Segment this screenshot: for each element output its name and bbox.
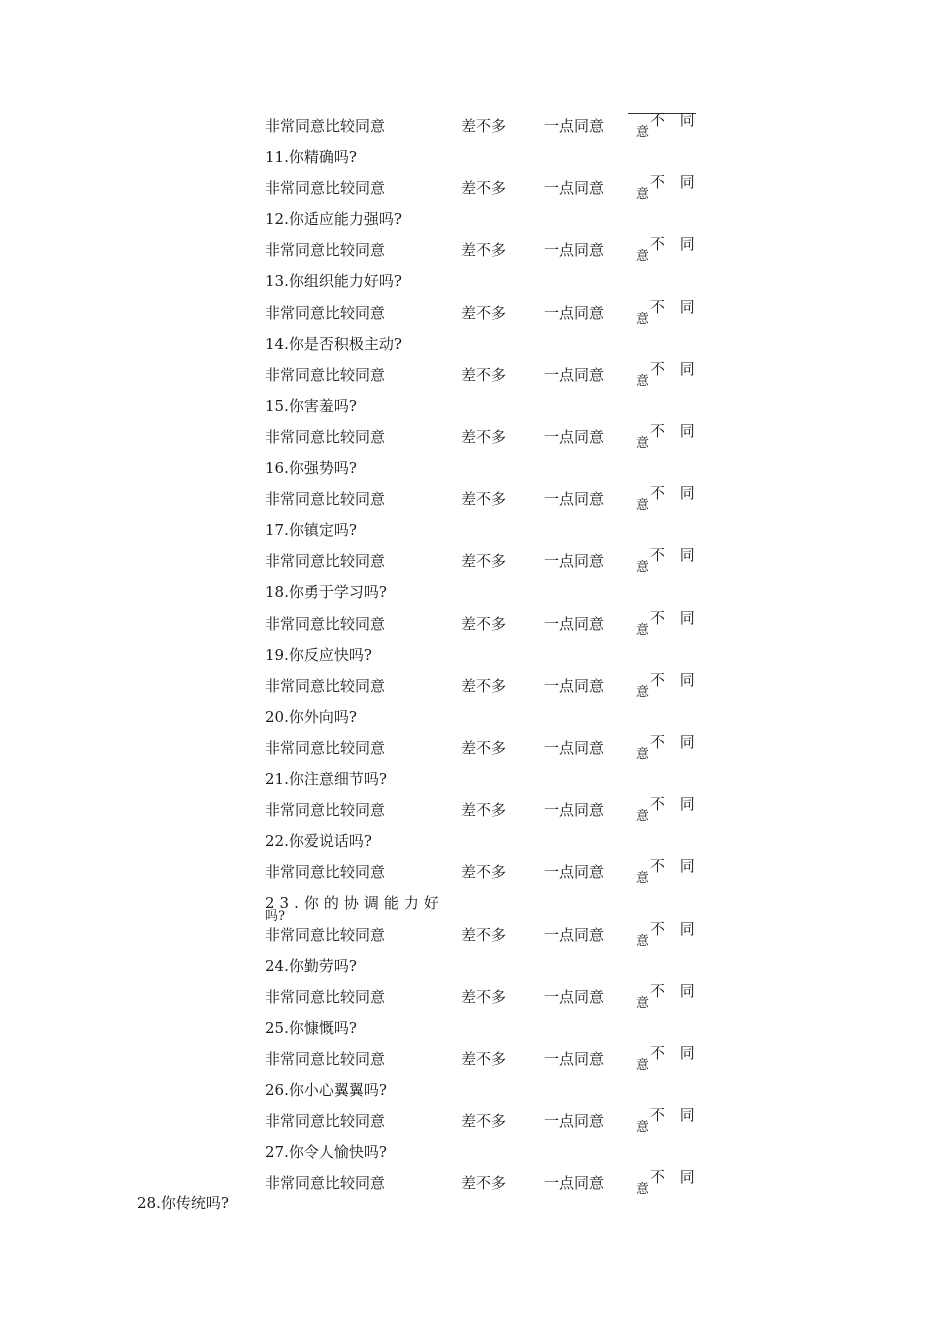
answer-options-row	[0, 173, 950, 202]
answer-options-row	[0, 111, 950, 140]
option-slightly-agree[interactable]: 一点同意	[544, 677, 605, 695]
option-strongly-somewhat-agree[interactable]: 非常同意比较同意	[265, 988, 386, 1006]
answer-options-row	[0, 795, 950, 824]
question-text: 28.你传统吗?	[137, 1194, 229, 1212]
question-text: 12.你适应能力强吗?	[265, 210, 402, 228]
option-disagree[interactable]: 不 同	[650, 173, 700, 191]
option-neutral[interactable]: 差不多	[461, 926, 507, 944]
option-strongly-somewhat-agree[interactable]: 非常同意比较同意	[265, 366, 386, 384]
option-disagree[interactable]: 不 同	[650, 298, 700, 316]
option-disagree[interactable]: 不 同	[650, 1106, 700, 1124]
option-disagree[interactable]: 不 同	[650, 733, 700, 751]
option-slightly-agree[interactable]: 一点同意	[544, 1174, 605, 1192]
question-text: 15.你害羞吗?	[265, 397, 357, 415]
question-text: 18.你勇于学习吗?	[265, 583, 387, 601]
question-item	[0, 146, 950, 168]
option-slightly-agree[interactable]: 一点同意	[544, 117, 605, 135]
option-neutral[interactable]: 差不多	[461, 677, 507, 695]
option-disagree[interactable]: 不 同	[650, 609, 700, 627]
option-strongly-somewhat-agree[interactable]: 非常同意比较同意	[265, 179, 386, 197]
question-text-wrapped-tail: 吗?	[265, 909, 285, 924]
option-disagree-tail[interactable]: 意	[636, 187, 650, 202]
answer-options-row	[0, 298, 950, 327]
option-neutral[interactable]: 差不多	[461, 1174, 507, 1192]
option-disagree-tail[interactable]: 意	[636, 871, 650, 886]
option-strongly-somewhat-agree[interactable]: 非常同意比较同意	[265, 926, 386, 944]
option-disagree-tail[interactable]: 意	[636, 1120, 650, 1135]
option-neutral[interactable]: 差不多	[461, 739, 507, 757]
question-item	[0, 892, 950, 924]
option-strongly-somewhat-agree[interactable]: 非常同意比较同意	[265, 739, 386, 757]
option-strongly-somewhat-agree[interactable]: 非常同意比较同意	[265, 1112, 386, 1130]
answer-options-row	[0, 235, 950, 264]
option-disagree-tail[interactable]: 意	[636, 685, 650, 700]
option-neutral[interactable]: 差不多	[461, 428, 507, 446]
answer-options-row	[0, 484, 950, 513]
option-slightly-agree[interactable]: 一点同意	[544, 1050, 605, 1068]
question-text: 11.你精确吗?	[265, 148, 357, 166]
option-disagree[interactable]: 不 同	[650, 857, 700, 875]
option-disagree[interactable]: 不 同	[650, 546, 700, 564]
question-item	[0, 333, 950, 355]
question-item	[0, 955, 950, 977]
option-disagree-tail[interactable]: 意	[636, 125, 650, 140]
option-neutral[interactable]: 差不多	[461, 863, 507, 881]
option-strongly-somewhat-agree[interactable]: 非常同意比较同意	[265, 552, 386, 570]
option-slightly-agree[interactable]: 一点同意	[544, 241, 605, 259]
option-disagree-tail[interactable]: 意	[636, 809, 650, 824]
option-neutral[interactable]: 差不多	[461, 801, 507, 819]
option-slightly-agree[interactable]: 一点同意	[544, 926, 605, 944]
option-neutral[interactable]: 差不多	[461, 241, 507, 259]
option-strongly-somewhat-agree[interactable]: 非常同意比较同意	[265, 863, 386, 881]
option-disagree[interactable]: 不 同	[650, 982, 700, 1000]
option-strongly-somewhat-agree[interactable]: 非常同意比较同意	[265, 241, 386, 259]
option-disagree-tail[interactable]: 意	[636, 436, 650, 451]
option-slightly-agree[interactable]: 一点同意	[544, 988, 605, 1006]
option-disagree[interactable]: 不 同	[650, 920, 700, 938]
answer-options-row	[0, 733, 950, 762]
question-item	[0, 581, 950, 603]
option-slightly-agree[interactable]: 一点同意	[544, 490, 605, 508]
question-text: 24.你勤劳吗?	[265, 957, 357, 975]
option-strongly-somewhat-agree[interactable]: 非常同意比较同意	[265, 1174, 386, 1192]
option-disagree[interactable]: 不 同	[650, 484, 700, 502]
option-neutral[interactable]: 差不多	[461, 304, 507, 322]
question-item	[0, 1079, 950, 1101]
question-item	[0, 1192, 950, 1214]
option-disagree[interactable]: 不 同	[650, 111, 700, 129]
option-slightly-agree[interactable]: 一点同意	[544, 739, 605, 757]
option-strongly-somewhat-agree[interactable]: 非常同意比较同意	[265, 117, 386, 135]
question-text: 13.你组织能力好吗?	[265, 272, 402, 290]
question-item	[0, 395, 950, 417]
question-item	[0, 270, 950, 292]
option-disagree-tail[interactable]: 意	[636, 249, 650, 264]
option-slightly-agree[interactable]: 一点同意	[544, 863, 605, 881]
question-text: 23.你的协调能力好	[265, 894, 444, 912]
question-text: 22.你爱说话吗?	[265, 832, 372, 850]
question-item	[0, 457, 950, 479]
option-disagree[interactable]: 不 同	[650, 1168, 700, 1186]
answer-options-row	[0, 360, 950, 389]
option-disagree[interactable]: 不 同	[650, 1044, 700, 1062]
option-disagree[interactable]: 不 同	[650, 235, 700, 253]
question-text: 20.你外向吗?	[265, 708, 357, 726]
option-strongly-somewhat-agree[interactable]: 非常同意比较同意	[265, 677, 386, 695]
option-disagree[interactable]: 不 同	[650, 671, 700, 689]
option-neutral[interactable]: 差不多	[461, 366, 507, 384]
option-disagree-tail[interactable]: 意	[636, 996, 650, 1011]
question-text: 19.你反应快吗?	[265, 646, 372, 664]
option-disagree-tail[interactable]: 意	[636, 934, 650, 949]
answer-options-row	[0, 920, 950, 949]
option-disagree-tail[interactable]: 意	[636, 560, 650, 575]
option-strongly-somewhat-agree[interactable]: 非常同意比较同意	[265, 428, 386, 446]
question-item	[0, 644, 950, 666]
question-item	[0, 1017, 950, 1039]
option-slightly-agree[interactable]: 一点同意	[544, 366, 605, 384]
question-item	[0, 519, 950, 541]
question-item	[0, 706, 950, 728]
option-slightly-agree[interactable]: 一点同意	[544, 1112, 605, 1130]
option-slightly-agree[interactable]: 一点同意	[544, 428, 605, 446]
option-slightly-agree[interactable]: 一点同意	[544, 179, 605, 197]
question-item	[0, 208, 950, 230]
question-text: 21.你注意细节吗?	[265, 770, 387, 788]
option-slightly-agree[interactable]: 一点同意	[544, 801, 605, 819]
answer-options-row	[0, 982, 950, 1011]
question-item	[0, 830, 950, 852]
option-disagree[interactable]: 不 同	[650, 422, 700, 440]
option-disagree[interactable]: 不 同	[650, 795, 700, 813]
option-neutral[interactable]: 差不多	[461, 1050, 507, 1068]
option-disagree-tail[interactable]: 意	[636, 747, 650, 762]
option-strongly-somewhat-agree[interactable]: 非常同意比较同意	[265, 801, 386, 819]
option-neutral[interactable]: 差不多	[461, 552, 507, 570]
question-text: 17.你镇定吗?	[265, 521, 357, 539]
option-neutral[interactable]: 差不多	[461, 117, 507, 135]
answer-options-row	[0, 546, 950, 575]
option-neutral[interactable]: 差不多	[461, 1112, 507, 1130]
answer-options-row	[0, 857, 950, 886]
option-slightly-agree[interactable]: 一点同意	[544, 552, 605, 570]
question-item	[0, 1141, 950, 1163]
option-slightly-agree[interactable]: 一点同意	[544, 615, 605, 633]
option-neutral[interactable]: 差不多	[461, 615, 507, 633]
option-disagree-tail[interactable]: 意	[636, 1058, 650, 1073]
answer-options-row	[0, 609, 950, 638]
option-disagree-tail[interactable]: 意	[636, 1182, 650, 1197]
option-strongly-somewhat-agree[interactable]: 非常同意比较同意	[265, 1050, 386, 1068]
option-neutral[interactable]: 差不多	[461, 490, 507, 508]
answer-options-row	[0, 1044, 950, 1073]
question-item	[0, 768, 950, 790]
option-disagree-tail[interactable]: 意	[636, 498, 650, 513]
option-disagree-tail[interactable]: 意	[636, 374, 650, 389]
question-text: 14.你是否积极主动?	[265, 335, 402, 353]
option-strongly-somewhat-agree[interactable]: 非常同意比较同意	[265, 615, 386, 633]
answer-options-row	[0, 1106, 950, 1135]
answer-options-row	[0, 671, 950, 700]
option-neutral[interactable]: 差不多	[461, 988, 507, 1006]
question-text: 27.你令人愉快吗?	[265, 1143, 387, 1161]
question-text: 16.你强势吗?	[265, 459, 357, 477]
option-strongly-somewhat-agree[interactable]: 非常同意比较同意	[265, 304, 386, 322]
option-disagree[interactable]: 不 同	[650, 360, 700, 378]
option-disagree-tail[interactable]: 意	[636, 312, 650, 327]
option-disagree-tail[interactable]: 意	[636, 623, 650, 638]
answer-options-row	[0, 422, 950, 451]
option-slightly-agree[interactable]: 一点同意	[544, 304, 605, 322]
option-strongly-somewhat-agree[interactable]: 非常同意比较同意	[265, 490, 386, 508]
answer-options-row	[0, 1168, 950, 1197]
question-text: 25.你慷慨吗?	[265, 1019, 357, 1037]
option-neutral[interactable]: 差不多	[461, 179, 507, 197]
question-text: 26.你小心翼翼吗?	[265, 1081, 387, 1099]
